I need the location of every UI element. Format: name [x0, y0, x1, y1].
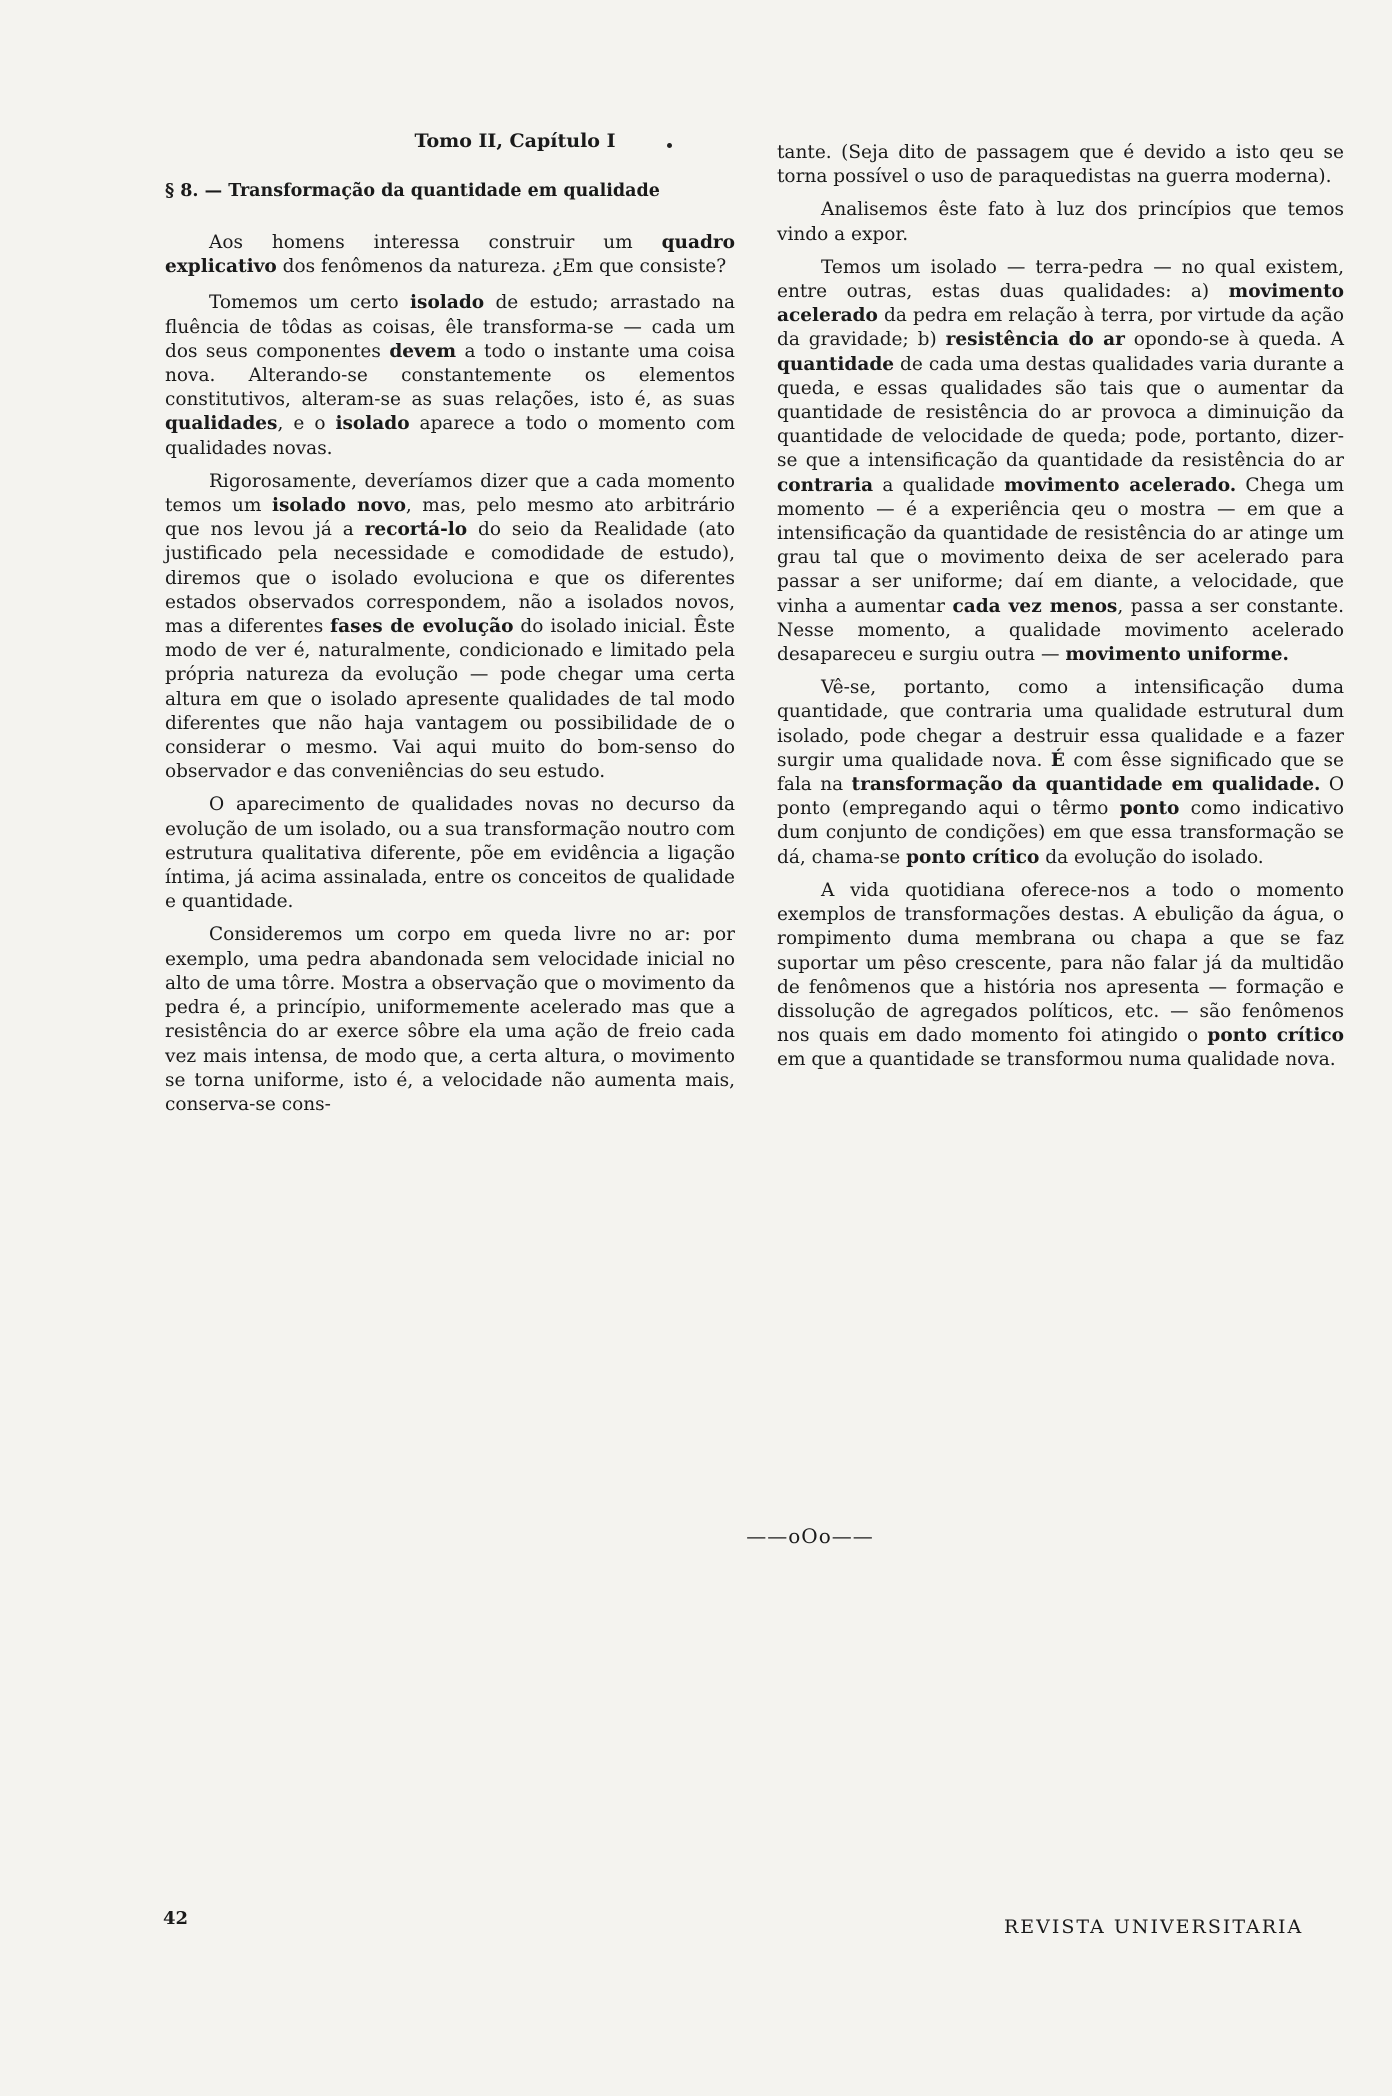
bold-term: quadro explicativo [165, 232, 735, 278]
text-run: da pedra em relação à terra, por virtude da ação da gravidade; b) [777, 305, 1344, 351]
text-run: , mas, pelo mesmo ato arbitrário que nos levou já a [165, 495, 735, 541]
bold-term: É [1050, 749, 1065, 771]
bold-term: devem [389, 340, 457, 362]
section-title: § 8. — Transformação da quantidade em qualidade [165, 181, 660, 201]
bold-term: recortá-lo [364, 519, 468, 541]
text-run: Aos homens interessa construir um [209, 232, 662, 253]
bold-term: resistência do ar [945, 329, 1125, 351]
text-run: como indicativo dum conjunto de condições) em que essa transformação se dá, chama-se [777, 798, 1344, 868]
text-run: de cada uma destas qualidades varia durante a queda, e essas qualidades são tais que o aumentar da quantidade de resistência do ar provoca a diminuição da quantidade de velocidade de queda; pode, portanto, dizer-se que a intensificação da quantidade da resistência do ar [777, 353, 1344, 472]
bold-term: cada vez menos [952, 595, 1118, 617]
text-run: de estudo; arrastado na fluência de tôdas as coisas, êle transforma-se — cada um dos seus componentes [165, 292, 736, 362]
paragraph [165, 923, 735, 1117]
text-run: dos fenômenos da natureza. ¿Em que consiste? [276, 256, 727, 278]
page-header [335, 130, 695, 152]
text-run: com êsse significado que se fala na [777, 749, 1344, 796]
paragraph [165, 291, 735, 460]
bold-term: isolado novo [271, 495, 406, 517]
bold-term: fases de evolução [330, 616, 514, 638]
bold-term: movimento uniforme. [1065, 644, 1289, 666]
text-run: em que a quantidade se transformou numa qualidade nova. [777, 1049, 1336, 1071]
page-number: 42 [163, 1908, 189, 1929]
section-ornament: ——oOo—— [746, 1524, 874, 1548]
header-bullet-mark [667, 143, 672, 148]
right-column [777, 141, 1344, 1082]
paragraph [777, 141, 1344, 189]
text-run: a qualidade [873, 474, 1005, 496]
text-run: Vê-se, portanto, como a intensificação duma quantidade, que contraria uma qualidade estrutural dum isolado, pode chegar a destruir essa qualidade e a fazer surgir uma qualidade nova. [777, 677, 1344, 771]
text-run: Tomemos um certo [209, 292, 411, 314]
bold-term: quantidade [777, 353, 895, 375]
bold-term: qualidades [165, 413, 278, 435]
left-column [165, 231, 735, 1126]
paragraph [777, 676, 1344, 870]
text-run: Consideremos um corpo em queda livre no ar: por exemplo, uma pedra abandonada sem velocidade inicial no alto de uma tôrre. Mostra a observação que o movimento da pedra é, a princípio, uniformemente acelerado mas que a resistência do ar exerce sôbre ela uma ação de freio cada vez mais intensa, de modo que, a certa altura, o movimento se torna uniforme, isto é, a velocidade não aumenta mais, conserva-se cons- [165, 924, 735, 1115]
bold-term: isolado [410, 292, 485, 314]
paragraph [777, 879, 1344, 1073]
text-run: da evolução do isolado. [1039, 846, 1264, 868]
bold-term: contraria [777, 474, 874, 496]
text-run: Rigorosamente, deveríamos dizer que a cada momento temos um [165, 470, 735, 517]
text-run: aparece a todo o momento com qualidades novas. [165, 413, 735, 459]
text-run: A vida quotidiana oferece-nos a todo o momento exemplos de transformações destas. A ebulição da água, o rompimento duma membrana ou chapa a que se faz suportar um pêso crescente, para não falar já da multidão de fenômenos que a história nos apresenta — formação e dissolução de agregados políticos, etc. — são fenômenos nos quais em dado momento foi atingido o [777, 879, 1344, 1047]
bold-term: ponto crítico [906, 846, 1040, 868]
paragraph [165, 793, 735, 914]
text-run: tante. (Seja dito de passagem que é devido a isto qeu se torna possível o uso de paraquedistas na guerra moderna). [777, 142, 1344, 188]
text-run: Analisemos êste fato à luz dos princípios que temos vindo a expor. [777, 199, 1344, 245]
text-run: , e o [277, 413, 336, 435]
text-run: O aparecimento de qualidades novas no decurso da evolução de um isolado, ou a sua transformação noutro com estrutura qualitativa diferente, põe em evidência a ligação íntima, já acima assinalada, entre os conceitos de qualidade e quantidade. [165, 794, 735, 913]
text-run: O ponto (empregando aqui o têrmo [777, 774, 1344, 820]
paragraph [777, 198, 1344, 246]
bold-term: movimento acelerado [777, 281, 1344, 327]
text-run: , passa a ser constante. Nesse momento, a qualidade movimento acelerado desapareceu e surgiu outra — [777, 595, 1344, 666]
text-run: Temos um isolado — terra-pedra — no qual existem, entre outras, estas duas qualidades: a) [777, 256, 1344, 303]
bold-term: isolado [335, 413, 410, 435]
text-run: do seio da Realidade (ato justificado pela necessidade e comodidade de estudo), diremos que o isolado evoluciona e que os diferentes estados observados correspondem, não a isolados novos, mas a diferentes [165, 519, 735, 638]
text-run: opondo-se à queda. A [1124, 329, 1345, 351]
bold-term: ponto crítico [1207, 1025, 1344, 1047]
text-run: a todo o instante uma coisa nova. Alterando-se constantemente os elementos constitutivos, alteram-se as suas relações, isto é, as suas [165, 340, 735, 411]
bold-term: ponto [1119, 798, 1180, 820]
text-run: Chega um momento — é a experiência qeu o mostra — em que a intensificação da quantidade de resistência do ar atinge um grau tal que o movimento deixa de ser acelerado para passar a ser uniforme; daí em diante, a velocidade, que vinha a aumentar [777, 474, 1344, 617]
bold-term: transformação da quantidade em qualidade. [851, 774, 1321, 796]
text-run: do isolado inicial. Êste modo de ver é, naturalmente, condicionado e limitado pela própria natureza da evolução — pode chegar uma certa altura em que o isolado apresente qualidades de tal modo diferentes que não haja vantagem ou possibilidade de o considerar o mesmo. Vai aqui muito do bom-senso do observador e das conveniências do seu estudo. [165, 616, 735, 783]
bold-term: movimento acelerado. [1004, 474, 1237, 496]
journal-name: REVISTA UNIVERSITARIA [1004, 1916, 1304, 1938]
paragraph [777, 256, 1344, 667]
chapter-title: Tomo II, Capítulo I [414, 130, 616, 152]
paragraph [165, 470, 735, 785]
paragraph [165, 231, 735, 279]
